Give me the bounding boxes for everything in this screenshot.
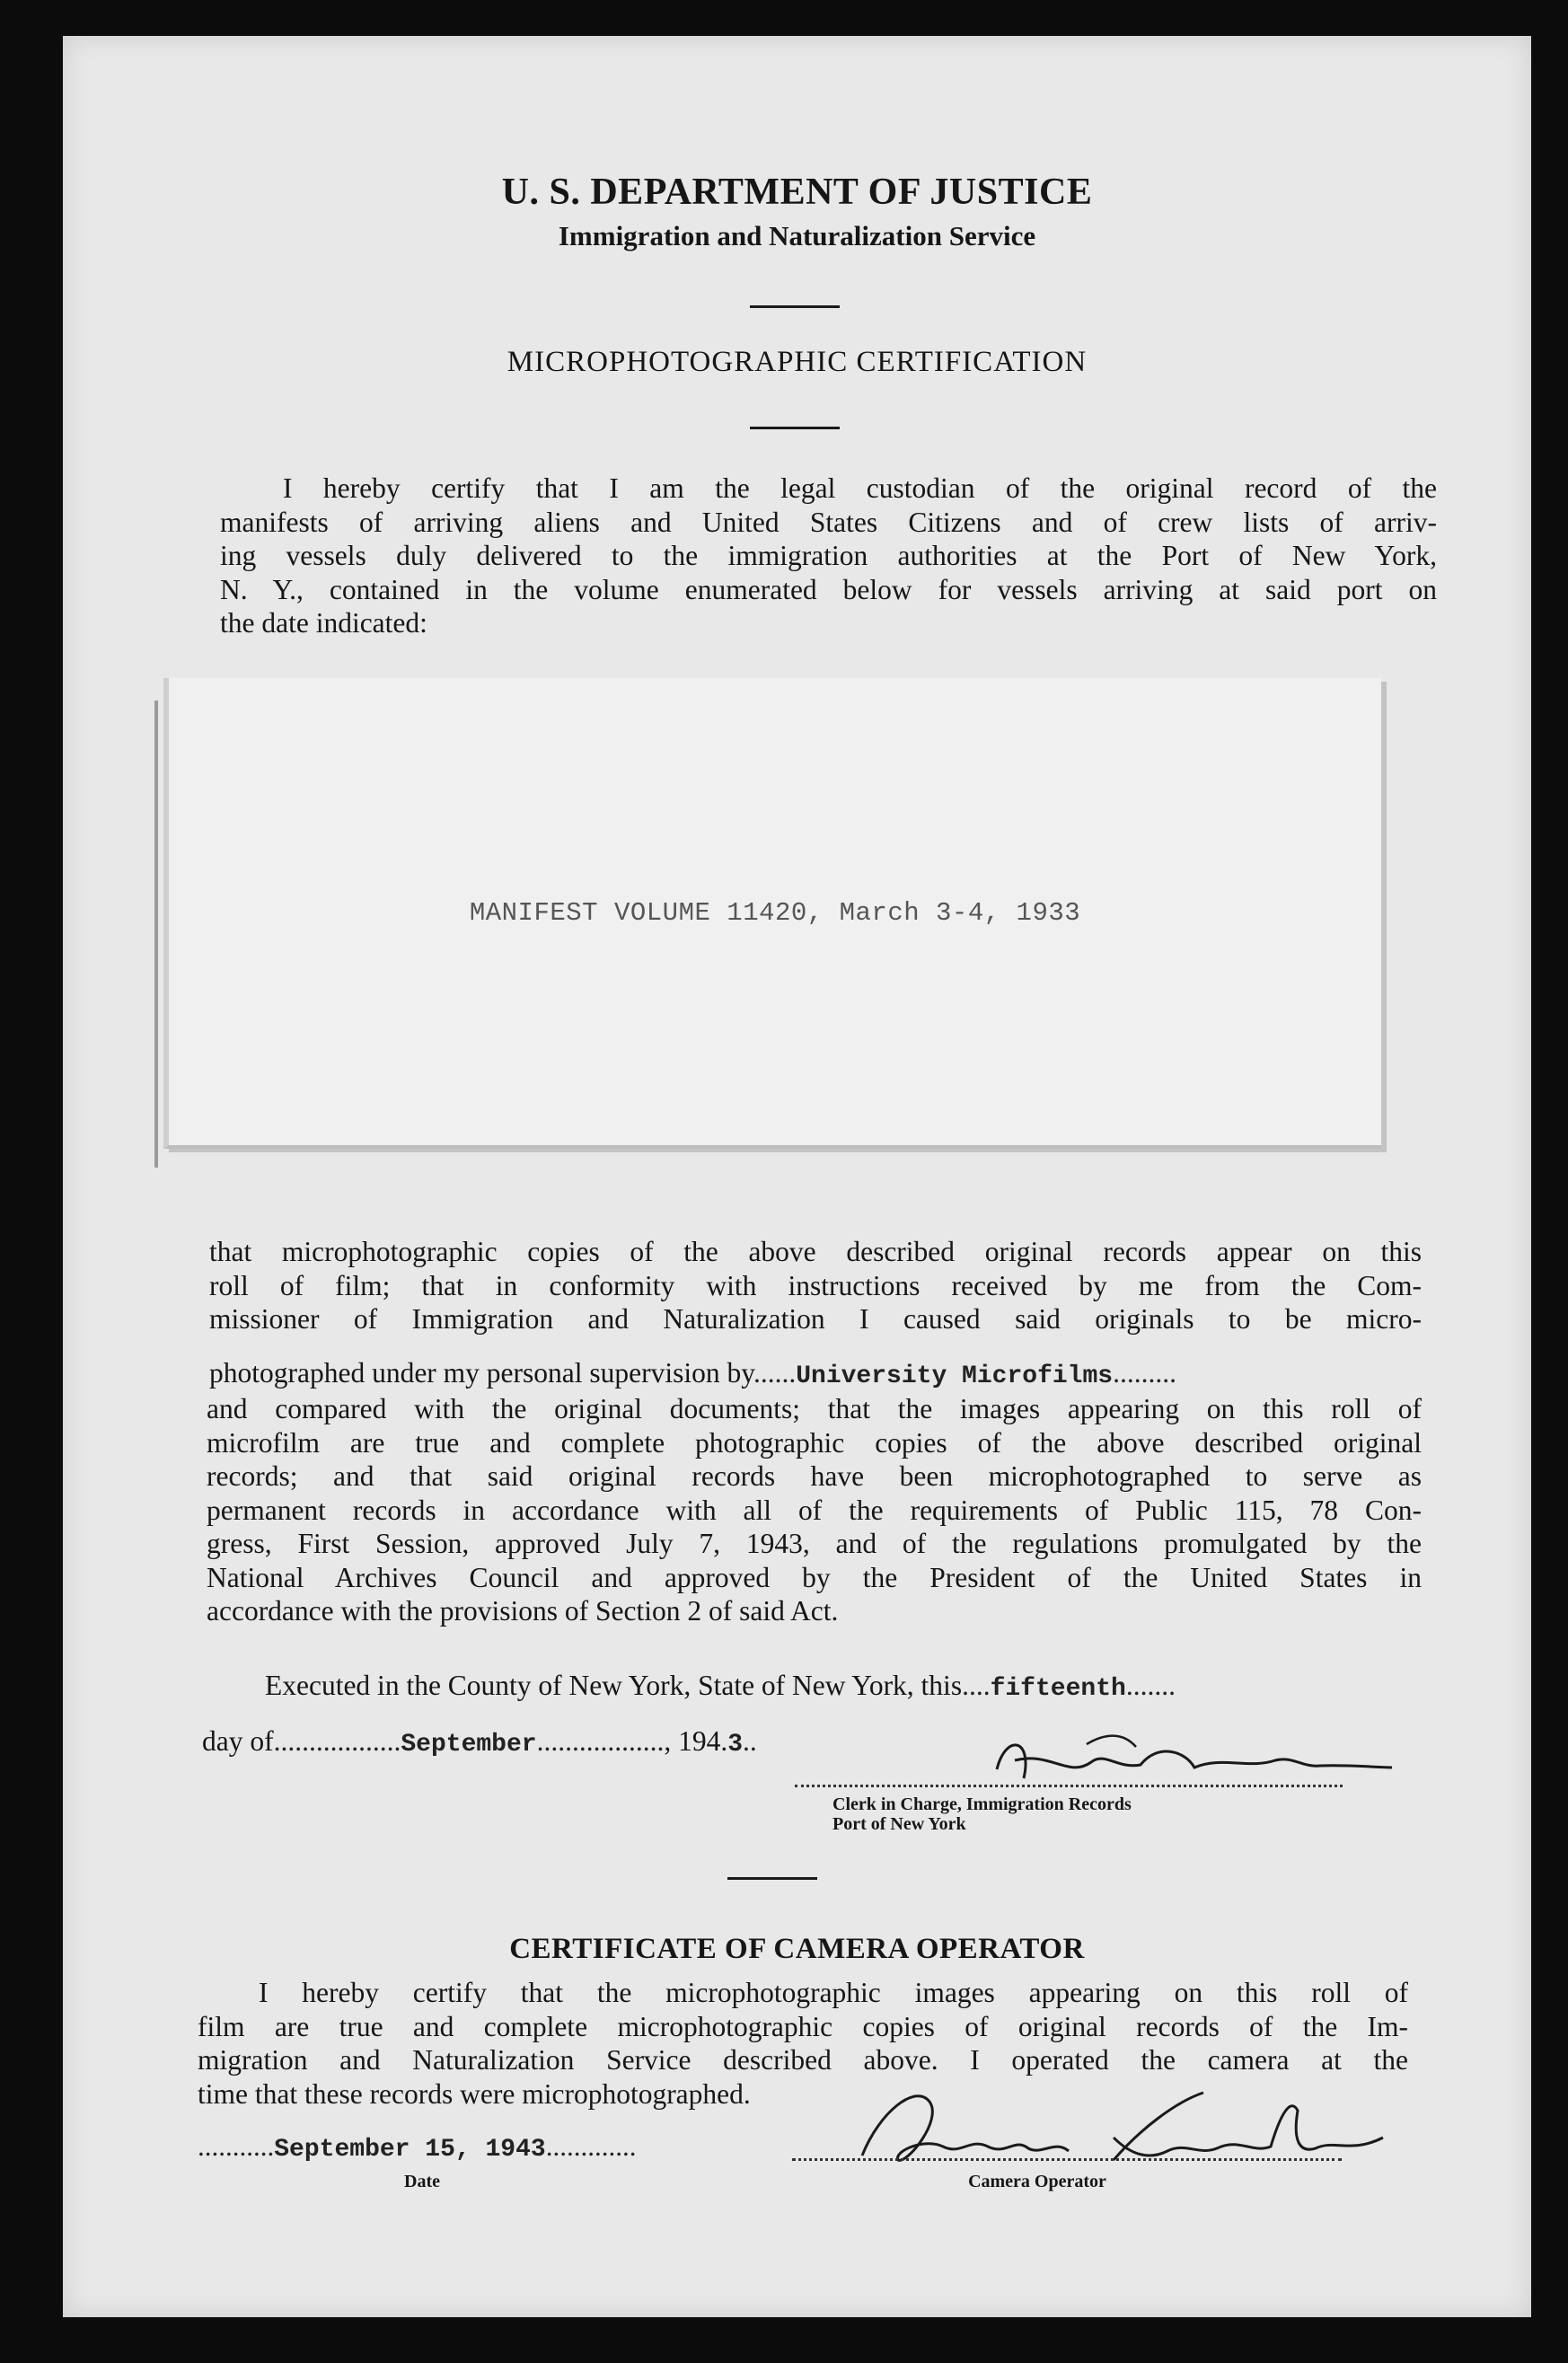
day-of-label: day of	[202, 1725, 274, 1757]
body-line: that microphotographic copies of the above described original records appear on this	[209, 1236, 1422, 1267]
clerk-title-line: Clerk in Charge, Immigration Records	[832, 1794, 1132, 1814]
camera-line: migration and Naturalization Service described above. I operated the camera at the	[198, 2044, 1408, 2076]
body-line: microfilm are true and complete photographic copies of the above described original	[207, 1426, 1422, 1459]
body-line: accordance with the provisions of Section 2 of said Act.	[207, 1595, 839, 1627]
supervision-prefix: photographed under my personal supervision by	[209, 1357, 753, 1389]
date-line: day of..................September.................., 194.3..	[202, 1725, 757, 1759]
manifest-volume-text: MANIFEST VOLUME 11420, March 3-4, 1933	[469, 898, 1081, 928]
date-label: Date	[404, 2172, 440, 2191]
executed-year-digit: 3	[727, 1731, 744, 1759]
body-line: National Archives Council and approved by the President of the United States in	[207, 1561, 1422, 1593]
camera-line: film are true and complete microphotographic copies of original records of the Im-	[198, 2010, 1408, 2042]
operator-signature	[844, 2075, 1401, 2182]
operator-signature-line	[792, 2158, 1342, 2161]
intro-paragraph	[220, 472, 1437, 640]
intro-line: manifests of arriving aliens and United States Citizens and of crew lists of arriv-	[220, 506, 1437, 538]
year-prefix: , 194	[664, 1725, 721, 1757]
camera-operator-label: Camera Operator	[968, 2172, 1106, 2191]
body-line: records; and that said original records have been microphotographed to serve as	[207, 1460, 1422, 1492]
record-insert-slip	[163, 678, 1381, 1149]
camera-line: I hereby certify that the microphotographic images appearing on this roll of	[259, 1977, 1408, 2008]
clerk-port-line: Port of New York	[832, 1814, 966, 1834]
intro-line: ing vessels duly delivered to the immigration authorities at the Port of New York,	[220, 540, 1437, 571]
camera-date-field: ...........September 15, 1943.............	[198, 2130, 637, 2164]
divider	[750, 427, 840, 429]
microfilm-company-name: University Microfilms	[796, 1362, 1114, 1390]
body-line: gress, First Session, approved July 7, 1943, and of the regulations promulgated by the	[207, 1528, 1422, 1559]
camera-date-value: September 15, 1943	[274, 2136, 546, 2164]
certification-title: MICROPHOTOGRAPHIC CERTIFICATION	[507, 346, 1088, 378]
intro-line: I hereby certify that I am the legal custodian of the original record of the	[283, 472, 1437, 504]
intro-line: the date indicated:	[220, 607, 427, 639]
executed-day: fifteenth	[990, 1675, 1126, 1703]
clerk-signature-line	[795, 1785, 1343, 1787]
body-line: and compared with the original documents; that the images appearing on this roll of	[207, 1393, 1422, 1424]
body-paragraph-continued	[207, 1392, 1422, 1628]
divider	[727, 1877, 817, 1880]
clerk-title	[832, 1794, 1282, 1834]
service-subheading: Immigration and Naturalization Service	[558, 220, 1036, 251]
divider	[750, 305, 840, 308]
insert-edge-mark	[154, 701, 158, 1168]
camera-line: time that these records were microphotographed.	[198, 2077, 751, 2110]
supervision-line: photographed under my personal supervision by......University Microfilms.........	[209, 1357, 1176, 1390]
body-line: missioner of Immigration and Naturalization I caused said originals to be micro-	[209, 1303, 1422, 1335]
camera-operator-heading: CERTIFICATE OF CAMERA OPERATOR	[509, 1933, 1085, 1965]
body-line: permanent records in accordance with all of the requirements of Public 115, 78 Con-	[207, 1494, 1422, 1526]
certificate-page	[63, 36, 1531, 2317]
body-paragraph	[209, 1235, 1422, 1336]
executed-prefix: Executed in the County of New York, State of New York, this	[265, 1670, 963, 1701]
executed-line: Executed in the County of New York, State of New York, this....fifteenth.......	[265, 1670, 1176, 1703]
body-line: roll of film; that in conformity with instructions received by me from the Com-	[209, 1269, 1422, 1301]
executed-month: September	[401, 1731, 537, 1759]
intro-line: N. Y., contained in the volume enumerated below for vessels arriving at said port on	[220, 573, 1437, 605]
department-heading: U. S. DEPARTMENT OF JUSTICE	[501, 172, 1093, 213]
